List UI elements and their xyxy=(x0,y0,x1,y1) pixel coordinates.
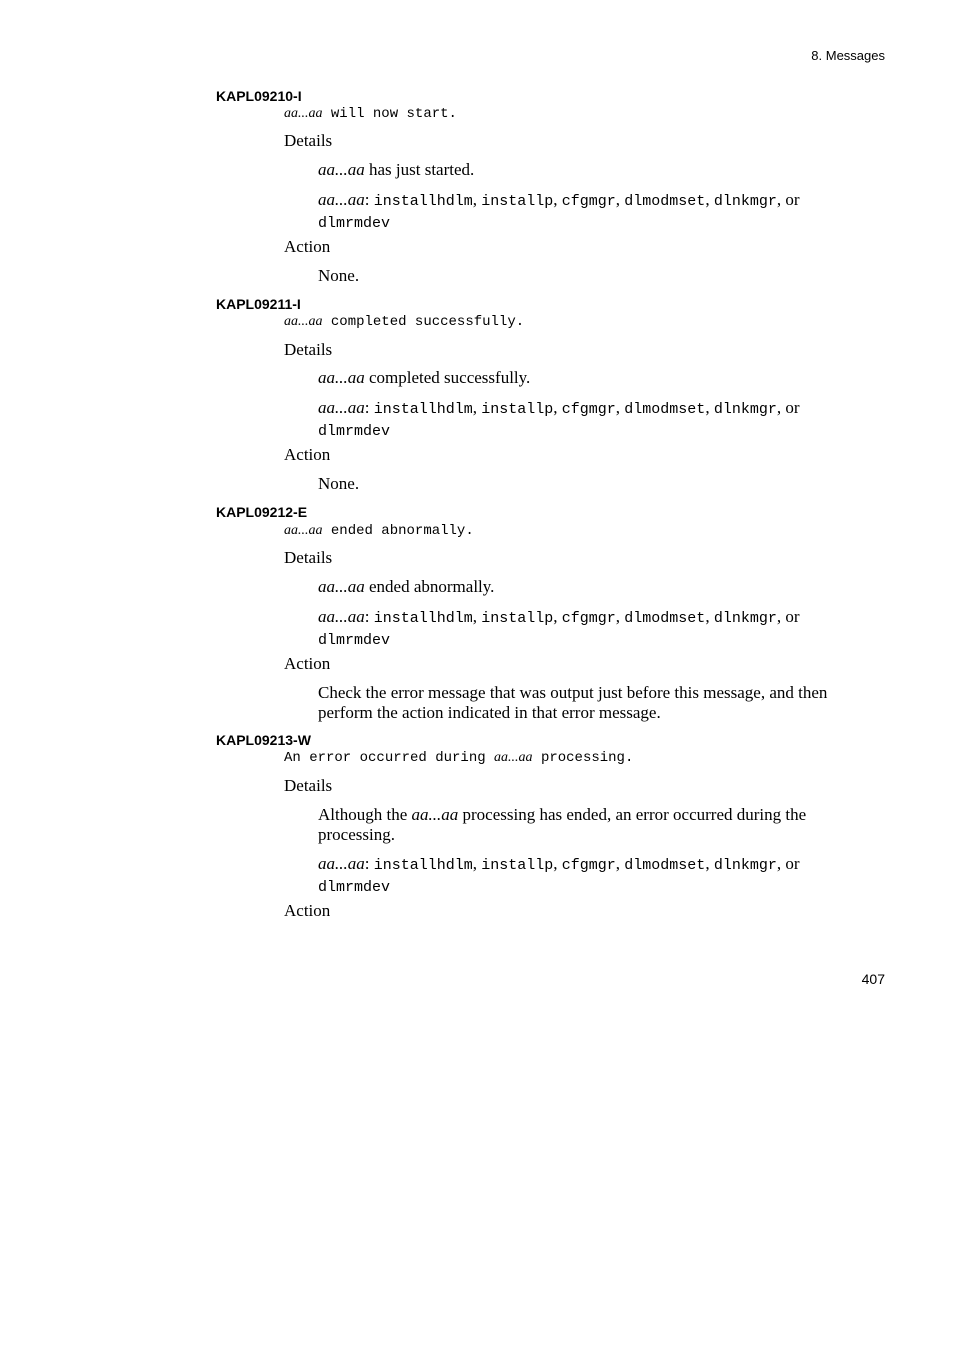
placeholder: aa...aa xyxy=(318,607,365,626)
details-label: Details xyxy=(284,131,333,150)
placeholder: aa...aa xyxy=(318,160,365,179)
message-text-prefix: An error occurred during xyxy=(284,750,495,766)
command-installp: installp xyxy=(481,401,554,418)
action-label: Action xyxy=(284,901,331,920)
separator: , xyxy=(615,854,625,873)
colon: : xyxy=(364,607,374,626)
message-text-body: processing. xyxy=(532,750,634,766)
message-text xyxy=(284,523,474,539)
placeholder: aa...aa xyxy=(284,314,323,329)
message-code: KAPL09213-W xyxy=(216,732,311,748)
details-text xyxy=(318,577,858,597)
separator: , xyxy=(615,398,625,417)
action-label: Action xyxy=(284,445,331,464)
details-label: Details xyxy=(284,340,333,359)
placeholder: aa...aa xyxy=(318,577,365,596)
command-list xyxy=(318,607,858,651)
command-cfgmgr: cfgmgr xyxy=(561,610,616,627)
colon: : xyxy=(364,854,374,873)
command-dlmodmset: dlmodmset xyxy=(624,193,706,210)
page-number: 407 xyxy=(861,971,885,987)
separator: , xyxy=(615,607,625,626)
conjunction: , or xyxy=(776,190,800,209)
details-prefix: Although the xyxy=(318,805,412,824)
command-dlmrmdev: dlmrmdev xyxy=(318,215,391,232)
command-dlmrmdev: dlmrmdev xyxy=(318,632,391,649)
placeholder: aa...aa xyxy=(318,398,365,417)
details-label: Details xyxy=(284,776,333,795)
separator: , xyxy=(553,854,562,873)
conjunction: , or xyxy=(776,607,800,626)
command-installp: installp xyxy=(481,193,554,210)
details-body: processing has ended, an error occurred during the xyxy=(458,805,807,824)
command-installhdlm: installhdlm xyxy=(373,610,473,627)
separator: , xyxy=(553,190,562,209)
command-cfgmgr: cfgmgr xyxy=(561,193,616,210)
colon: : xyxy=(364,190,374,209)
details-label: Details xyxy=(284,548,333,567)
command-dlnkmgr: dlnkmgr xyxy=(713,610,777,627)
message-text xyxy=(284,314,524,330)
separator: , xyxy=(705,854,714,873)
message-code: KAPL09212-E xyxy=(216,504,308,520)
separator: , xyxy=(705,398,714,417)
action-label: Action xyxy=(284,654,331,673)
separator: , xyxy=(472,854,482,873)
conjunction: , or xyxy=(776,854,800,873)
placeholder: aa...aa xyxy=(494,750,533,765)
command-list xyxy=(318,398,858,442)
action-line: perform the action indicated in that error message. xyxy=(318,703,661,722)
command-installhdlm: installhdlm xyxy=(373,193,473,210)
details-body: has just started. xyxy=(364,160,475,179)
message-text xyxy=(284,750,633,766)
message-text-body: completed successfully. xyxy=(322,314,525,330)
message-text xyxy=(284,106,457,122)
separator: , xyxy=(553,607,562,626)
message-text-body: ended abnormally. xyxy=(322,523,474,539)
conjunction: , or xyxy=(776,398,800,417)
separator: , xyxy=(615,190,625,209)
message-code: KAPL09210-I xyxy=(216,88,302,104)
command-cfgmgr: cfgmgr xyxy=(561,401,616,418)
command-cfgmgr: cfgmgr xyxy=(561,857,616,874)
separator: , xyxy=(553,398,562,417)
details-body: ended abnormally. xyxy=(364,577,495,596)
separator: , xyxy=(472,607,482,626)
command-list xyxy=(318,190,858,234)
message-text-body: will now start. xyxy=(322,106,457,122)
action-label: Action xyxy=(284,237,331,256)
placeholder: aa...aa xyxy=(284,523,323,538)
separator: , xyxy=(472,398,482,417)
separator: , xyxy=(705,190,714,209)
placeholder: aa...aa xyxy=(284,106,323,121)
command-dlmrmdev: dlmrmdev xyxy=(318,423,391,440)
command-installhdlm: installhdlm xyxy=(373,401,473,418)
action-text: None. xyxy=(318,266,360,285)
command-dlnkmgr: dlnkmgr xyxy=(713,857,777,874)
command-dlmodmset: dlmodmset xyxy=(624,857,706,874)
details-body: completed successfully. xyxy=(364,368,531,387)
command-installp: installp xyxy=(481,610,554,627)
placeholder: aa...aa xyxy=(318,854,365,873)
placeholder: aa...aa xyxy=(318,368,365,387)
command-dlmodmset: dlmodmset xyxy=(624,401,706,418)
action-line: Check the error message that was output just before this message, and then xyxy=(318,683,828,702)
action-text: None. xyxy=(318,474,360,493)
action-text xyxy=(318,683,858,723)
details-text xyxy=(318,368,858,388)
running-header: 8. Messages xyxy=(811,48,885,63)
details-text xyxy=(318,160,858,180)
command-list xyxy=(318,854,858,898)
command-installhdlm: installhdlm xyxy=(373,857,473,874)
details-line: processing. xyxy=(318,825,395,844)
separator: , xyxy=(705,607,714,626)
command-dlnkmgr: dlnkmgr xyxy=(713,401,777,418)
command-installp: installp xyxy=(481,857,554,874)
command-dlnkmgr: dlnkmgr xyxy=(713,193,777,210)
placeholder: aa...aa xyxy=(411,805,459,824)
command-dlmrmdev: dlmrmdev xyxy=(318,879,391,896)
separator: , xyxy=(472,190,482,209)
message-code: KAPL09211-I xyxy=(216,296,301,312)
colon: : xyxy=(364,398,374,417)
details-text xyxy=(318,805,858,845)
placeholder: aa...aa xyxy=(318,190,365,209)
command-dlmodmset: dlmodmset xyxy=(624,610,706,627)
